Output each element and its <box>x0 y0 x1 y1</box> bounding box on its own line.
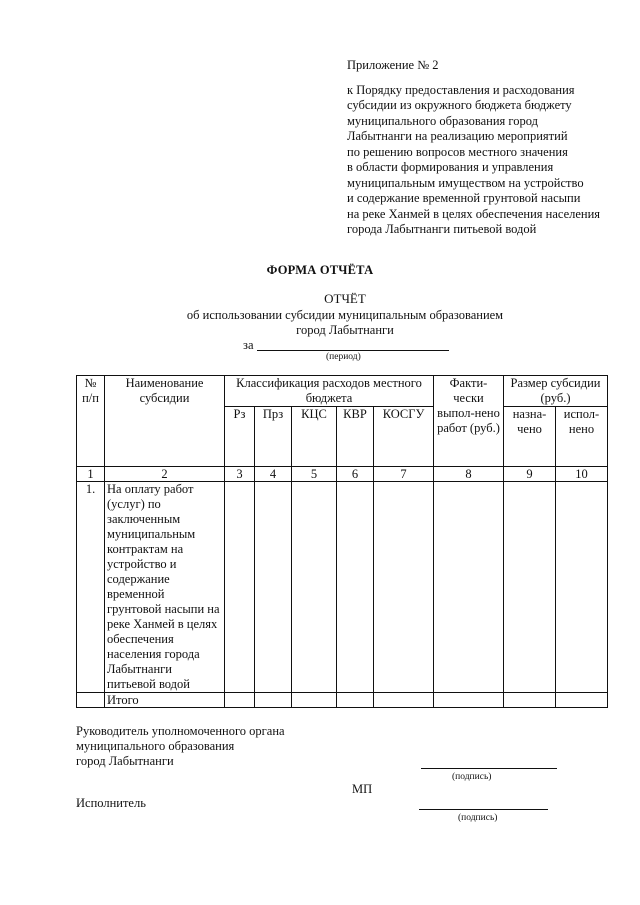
appendix-block <box>347 58 627 238</box>
column-number: 4 <box>255 467 292 482</box>
appendix-line: города Лабытнанги питьевой водой <box>347 222 537 236</box>
column-number: 8 <box>434 467 504 482</box>
header-executed: испол-нено <box>556 407 608 467</box>
empty-cell <box>374 693 434 708</box>
column-number: 1 <box>77 467 105 482</box>
appendix-number: Приложение № 2 <box>347 58 439 72</box>
header-name: Наименование субсидии <box>105 376 225 467</box>
executor-signature-line <box>419 809 548 810</box>
appendix-line: Лабытнанги на реализацию мероприятий <box>347 129 568 143</box>
total-label: Итого <box>105 693 225 708</box>
head-signature-block <box>76 724 285 769</box>
empty-cell <box>255 693 292 708</box>
column-number: 2 <box>105 467 225 482</box>
column-number: 10 <box>556 467 608 482</box>
total-row <box>77 693 608 708</box>
row-number: 1. <box>77 482 105 693</box>
empty-cell <box>255 482 292 693</box>
header-rz: Рз <box>225 407 255 467</box>
head-title-line3: город Лабытнанги <box>76 754 174 768</box>
column-number: 9 <box>504 467 556 482</box>
appendix-line: к Порядку предоставления и расходования <box>347 82 575 97</box>
report-subtitle-line1: об использовании субсидии муниципальным образованием <box>186 308 504 322</box>
appendix-line: по решению вопросов местного значения <box>347 144 568 159</box>
empty-cell <box>504 693 556 708</box>
appendix-line: на реке Ханмей в целях обеспечения населения <box>347 206 601 221</box>
row-subsidy-name: На оплату работ (услуг) по заключенным муниципальным контрактам на устройство и содержание временной грунтовой насыпи на реке Ханмей в целях обеспечения населения города Лабытнанги питьевой водой <box>105 482 225 693</box>
appendix-line: и содержание временной грунтовой насыпи <box>347 191 581 205</box>
report-subtitle <box>0 308 640 337</box>
executor-signature-caption: (подпись) <box>458 813 498 823</box>
appendix-line: в области формирования и управления <box>347 160 554 174</box>
header-classification: Классификация расходов местного бюджета <box>225 376 434 407</box>
empty-cell <box>292 482 337 693</box>
table-row <box>77 482 608 693</box>
header-assigned: назна-чено <box>504 407 556 467</box>
empty-cell <box>337 482 374 693</box>
period-caption: (период) <box>326 352 361 362</box>
column-number: 7 <box>374 467 434 482</box>
column-number: 6 <box>337 467 374 482</box>
period-underline <box>257 350 449 351</box>
header-subsidy-size: Размер субсидии (руб.) <box>504 376 608 407</box>
appendix-line: муниципальным имуществом на устройство <box>347 175 584 190</box>
empty-cell <box>434 482 504 693</box>
empty-cell <box>77 693 105 708</box>
column-number: 3 <box>225 467 255 482</box>
column-number-row <box>77 467 608 482</box>
head-signature-caption: (подпись) <box>452 772 492 782</box>
empty-cell <box>434 693 504 708</box>
header-kosgu: КОСГУ <box>374 407 434 467</box>
form-title: ФОРМА ОТЧЁТА <box>266 263 374 277</box>
seal-placeholder: МП <box>352 782 373 796</box>
report-subtitle-line2: город Лабытнанги <box>296 322 394 337</box>
header-kvr: КВР <box>337 407 374 467</box>
empty-cell <box>556 693 608 708</box>
header-fact: Факти-чески выпол-нено работ (руб.) <box>434 376 504 467</box>
head-signature-line <box>421 768 557 769</box>
header-row-1 <box>77 376 608 407</box>
empty-cell <box>504 482 556 693</box>
executor-label: Исполнитель <box>76 796 146 810</box>
appendix-line: муниципального образования город <box>347 113 538 128</box>
period-prefix: за <box>243 338 254 352</box>
empty-cell <box>337 693 374 708</box>
head-title-line1: Руководитель уполномоченного органа <box>76 724 285 738</box>
header-prz: Прз <box>255 407 292 467</box>
report-table <box>76 375 608 708</box>
empty-cell <box>374 482 434 693</box>
header-num: № п/п <box>77 376 105 467</box>
head-title-line2: муниципального образования <box>76 739 235 753</box>
empty-cell <box>556 482 608 693</box>
empty-cell <box>292 693 337 708</box>
empty-cell <box>225 693 255 708</box>
header-kcs: КЦС <box>292 407 337 467</box>
appendix-line: субсидии из окружного бюджета бюджету <box>347 98 572 112</box>
report-title: ОТЧЁТ <box>324 291 366 306</box>
empty-cell <box>225 482 255 693</box>
column-number: 5 <box>292 467 337 482</box>
